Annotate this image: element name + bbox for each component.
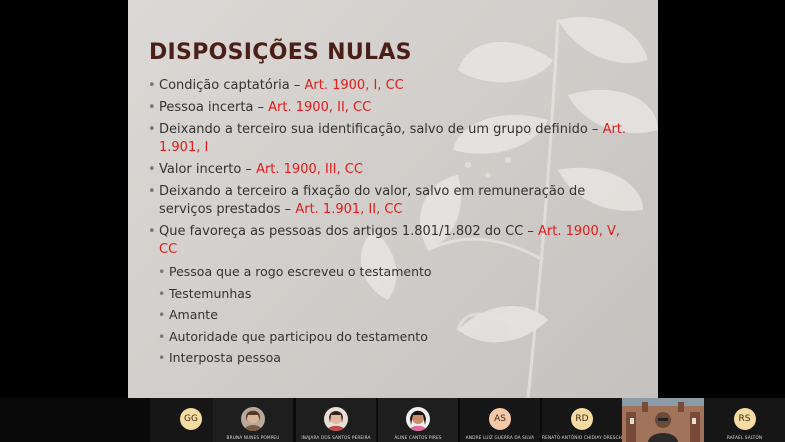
participant-tile[interactable]	[296, 398, 376, 442]
participant-tile[interactable]	[460, 398, 540, 442]
bullet-list	[148, 77, 628, 371]
bullet-text: Deixando a terceiro sua identificação, salvo de um grupo definido –	[159, 122, 603, 137]
webcam-video	[622, 398, 704, 442]
avatar: RD	[571, 408, 593, 430]
bullet-item	[148, 161, 628, 179]
sub-bullet-item: • Autoridade que participou do testamento	[148, 328, 628, 346]
bullet-text: Condição captatória –	[159, 78, 305, 93]
sub-bullet-item: • Interposta pessoa	[148, 349, 628, 367]
participant-name: RAFAEL SALTON	[726, 436, 763, 441]
participant-name: BRUNA NUNES POMPEU	[226, 436, 280, 441]
avatar	[241, 407, 265, 431]
participant-name: ALINE CANTOS PIRES	[394, 436, 442, 441]
participant-name: INAJARA DOS SANTOS PEREIRA	[301, 436, 371, 441]
participant-tile[interactable]	[378, 398, 458, 442]
participant-name: ANDRE LUIZ GUERRA DA SILVA	[465, 436, 535, 441]
avatar: RS	[734, 408, 756, 430]
sub-bullet-item: • Pessoa que a rogo escreveu o testamento	[148, 263, 628, 281]
avatar: GG	[180, 408, 202, 430]
bullet-text: Valor incerto –	[159, 162, 257, 177]
bullet-text: Deixando a terceiro a fixação do valor, salvo em remuneração de serviços prestados –	[159, 184, 586, 217]
bullet-text: Pessoa incerta –	[159, 100, 269, 115]
article-reference: Art. 1.901, II, CC	[295, 202, 403, 217]
bullet-item	[148, 77, 628, 95]
sub-bullet-item: • Amante	[148, 306, 628, 324]
bullet-item	[148, 121, 628, 157]
avatar	[324, 407, 348, 431]
article-reference: Art. 1900, II, CC	[268, 100, 372, 115]
avatar	[406, 407, 430, 431]
sub-bullet-item: • Testemunhas	[148, 285, 628, 303]
participant-strip	[0, 398, 785, 442]
bullet-item	[148, 99, 628, 117]
presentation-slide	[128, 0, 658, 398]
article-reference: Art. 1900, V, CC	[159, 224, 621, 257]
participant-tile[interactable]	[542, 398, 622, 442]
participant-tile[interactable]	[213, 398, 293, 442]
article-reference: Art. 1.901, I	[159, 122, 627, 155]
bullet-item	[148, 223, 628, 259]
participant-name: RENATO ANTÔNIO CHIDIAY DRESCH	[542, 436, 622, 441]
participant-tile[interactable]	[704, 398, 785, 442]
bullet-item	[148, 183, 628, 219]
slide-title: DISPOSIÇÕES NULAS	[149, 40, 412, 65]
participant-video-tile[interactable]	[622, 398, 704, 442]
article-reference: Art. 1900, I, CC	[304, 78, 404, 93]
bullet-text: Que favoreça as pessoas dos artigos 1.801/1.802 do CC –	[159, 224, 539, 239]
avatar: AS	[489, 408, 511, 430]
article-reference: Art. 1900, III, CC	[256, 162, 363, 177]
